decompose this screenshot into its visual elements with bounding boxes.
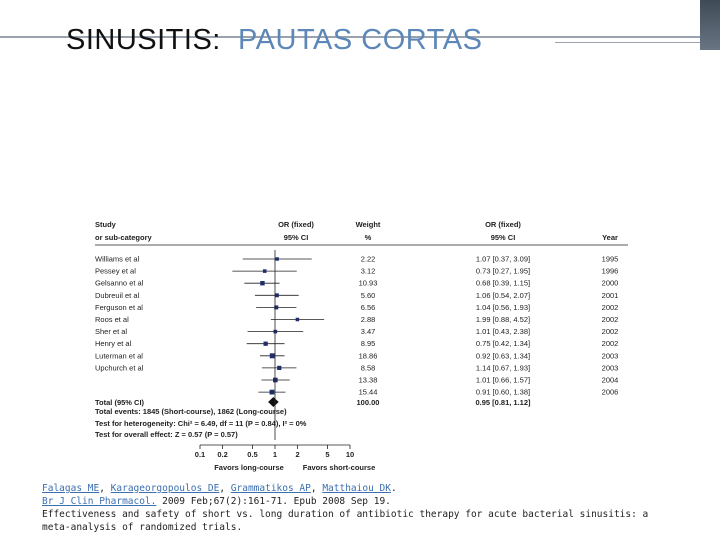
study-weight: 2.88 <box>360 315 376 324</box>
x-axis-tick-label: 0.5 <box>247 450 258 459</box>
study-orci: 1.07 [0.37, 3.09] <box>475 254 531 264</box>
study-year: 2006 <box>601 387 619 397</box>
author-link[interactable]: Matthaiou DK <box>322 483 391 494</box>
study-weight: 8.95 <box>360 339 376 349</box>
reference-authors: Falagas ME, Karageorgopoulos DE, Grammatikos AP, Matthaiou DK. <box>42 483 397 494</box>
header-year: Year <box>602 233 618 242</box>
study-orci: 0.91 [0.60, 1.38] <box>475 387 531 397</box>
study-year: 2003 <box>601 363 619 373</box>
study-name: Ferguson et al <box>95 302 143 312</box>
study-or-marker <box>270 390 275 395</box>
note-heterogeneity: Test for heterogeneity: Chi² = 6.49, df = 11 (P = 0.84), I² = 0% <box>95 419 307 428</box>
study-weight: 8.58 <box>360 363 376 373</box>
study-name: Williams et al <box>95 254 140 264</box>
note-total-events: Total events: 1845 (Short-course), 1862 (Long-course) <box>95 407 287 416</box>
study-or-marker <box>275 293 279 297</box>
header-orci-ci: 95% CI <box>490 233 516 242</box>
study-weight: 15.44 <box>358 387 378 397</box>
study-year: 2004 <box>601 375 619 385</box>
header-weight-unit: % <box>364 233 372 242</box>
x-axis-tick-label: 5 <box>325 450 330 459</box>
study-orci: 0.92 [0.63, 1.34] <box>475 351 531 361</box>
study-or-marker <box>260 281 264 285</box>
study-weight: 3.47 <box>360 327 376 337</box>
study-name: Gelsanno et al <box>95 278 144 288</box>
reference-citation: 2009 Feb;67(2):161-71. Epub 2008 Sep 19. <box>156 496 391 507</box>
study-year: 1996 <box>601 266 619 276</box>
x-axis-tick-label: 10 <box>345 450 355 459</box>
study-year: 2002 <box>601 315 619 324</box>
study-orci: 0.75 [0.42, 1.34] <box>475 339 531 349</box>
study-orci: 1.01 [0.66, 1.57] <box>475 375 531 385</box>
study-weight: 3.12 <box>360 266 376 276</box>
study-or-marker <box>264 342 268 346</box>
header-orci: OR (fixed) <box>485 220 521 229</box>
reference-block <box>42 482 682 534</box>
x-axis-tick-label: 0.2 <box>217 450 228 459</box>
study-weight: 10.93 <box>358 278 378 288</box>
study-name: Roos et al <box>95 315 129 324</box>
favors-right-label: Favors short-course <box>302 463 376 472</box>
journal-link[interactable]: Br J Clin Pharmacol. <box>42 496 157 507</box>
study-or-marker <box>263 269 267 273</box>
study-orci: 1.04 [0.56, 1.93] <box>475 302 531 312</box>
slide-title-main: SINUSITIS: <box>66 24 221 56</box>
total-orci: 0.95 [0.81, 1.12] <box>475 398 531 407</box>
favors-left-label: Favors long-course <box>214 463 284 472</box>
study-name: Sher et al <box>95 327 128 337</box>
study-orci: 0.68 [0.39, 1.15] <box>475 278 531 288</box>
study-weight: 6.56 <box>360 302 376 312</box>
study-year: 2002 <box>601 327 619 337</box>
study-weight: 2.22 <box>360 254 376 264</box>
study-or-marker <box>277 366 281 370</box>
total-weight: 100.00 <box>356 398 380 407</box>
author-link[interactable]: Falagas ME <box>42 483 100 494</box>
study-name: Pessey et al <box>95 266 136 276</box>
note-overall-effect: Test for overall effect: Z = 0.57 (P = 0.57) <box>95 430 238 439</box>
study-name: Henry et al <box>95 339 132 349</box>
study-weight: 5.60 <box>360 290 376 300</box>
reference-journal-line <box>42 495 682 508</box>
total-label: Total (95% CI) <box>95 398 145 407</box>
study-or-marker <box>275 257 278 260</box>
reference-title: Effectiveness and safety of short vs. long duration of antibiotic therapy for acute bacterial sinusitis: a meta-analysis of randomized trials. <box>42 509 649 533</box>
study-year: 2003 <box>601 351 619 361</box>
study-orci: 0.73 [0.27, 1.95] <box>475 266 531 276</box>
study-orci: 1.14 [0.67, 1.93] <box>475 363 531 373</box>
author-link[interactable]: Karageorgopoulos DE <box>110 483 220 494</box>
study-or-marker <box>296 318 300 322</box>
x-axis-tick-label: 2 <box>295 450 300 459</box>
study-weight: 13.38 <box>358 375 378 385</box>
study-or-marker <box>270 353 275 358</box>
study-name: Luterman et al <box>95 351 143 361</box>
x-axis-tick-label: 0.1 <box>194 450 206 459</box>
header-or-fixed: OR (fixed) <box>278 220 314 229</box>
header-subcategory: or sub-category <box>95 233 152 242</box>
study-year: 2000 <box>601 278 619 288</box>
header-weight: Weight <box>355 220 381 229</box>
author-link[interactable]: Grammatikos AP <box>230 483 311 494</box>
study-orci: 1.99 [0.88, 4.52] <box>475 315 531 324</box>
header-study: Study <box>95 220 116 229</box>
x-axis-tick-label: 1 <box>272 450 278 459</box>
study-year: 2002 <box>601 302 619 312</box>
study-weight: 18.86 <box>358 351 378 361</box>
header-or-ci: 95% CI <box>283 233 309 242</box>
study-name: Upchurch et al <box>95 363 144 373</box>
study-year: 2001 <box>601 290 619 300</box>
slide-title-sub: PAUTAS CORTAS <box>237 24 483 56</box>
study-name: Dubreuil et al <box>95 290 140 300</box>
study-orci: 1.06 [0.54, 2.07] <box>475 290 531 300</box>
study-orci: 1.01 [0.43, 2.38] <box>475 327 531 337</box>
study-year: 2002 <box>601 339 619 349</box>
study-year: 1995 <box>601 254 619 264</box>
total-diamond <box>268 397 279 407</box>
